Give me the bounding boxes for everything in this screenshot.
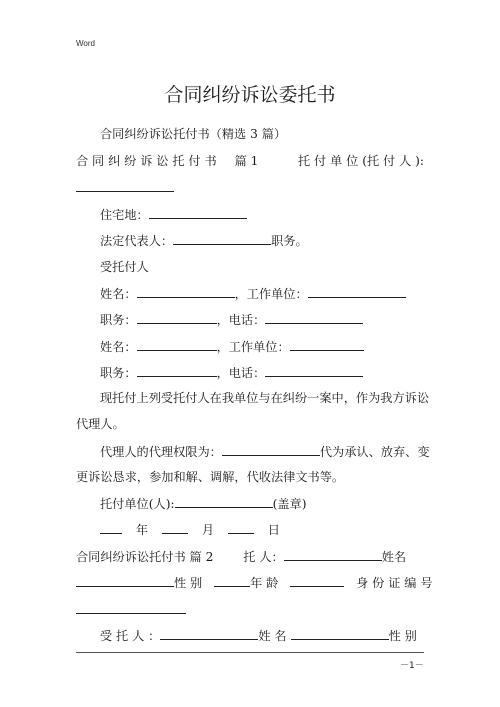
trustee1-job-line (100, 311, 363, 328)
day-blank (228, 521, 254, 534)
sign-blank (175, 495, 273, 508)
footer-divider (76, 652, 424, 653)
work-blank-2 (290, 338, 364, 351)
id-blank-line (76, 601, 186, 618)
client-blank-line (76, 179, 174, 196)
address-line (100, 206, 247, 223)
gender-label: 性 别 (174, 576, 203, 590)
job-blank (137, 311, 217, 324)
phone-label: ，电话： (216, 313, 266, 327)
para1-line-b: 代理人。 (76, 417, 125, 431)
id-label: 身 份 证 编 号 (356, 576, 433, 590)
name-blank (137, 285, 235, 298)
address-label: 住宅地： (100, 208, 149, 222)
document-title: 合同纠纷诉讼委托书 (164, 84, 336, 106)
trustee-line (100, 627, 417, 644)
name-label: 姓名： (100, 287, 137, 301)
page-number: －1－ (400, 661, 424, 671)
trustee2-job-line (100, 364, 363, 381)
phone-blank (265, 311, 363, 324)
sign-label: 托付单位(人): (100, 497, 175, 511)
year-blank (100, 521, 122, 534)
authority-label: 代理人的代理权限为： (100, 445, 222, 459)
job-label: 职务： (100, 313, 137, 327)
phone-blank-2 (265, 364, 363, 377)
month-label: 月 (201, 523, 214, 537)
part1-heading-right: 托 付 单 位 (托 付 人 ): (297, 154, 424, 168)
name-word-2: 姓 名 (258, 629, 287, 643)
name-value-blank (76, 574, 174, 587)
gender-age-line (76, 574, 433, 591)
address-blank (149, 206, 247, 219)
client-name-blank (284, 548, 382, 561)
age-blank (290, 574, 344, 587)
position-suffix: 职务。 (271, 234, 308, 248)
trustee-heading: 受托付人 (100, 260, 149, 274)
phone-label-2: ，电话： (216, 366, 266, 380)
legal-rep-blank (173, 232, 271, 245)
part1-heading-num: 篇 1 (234, 154, 259, 168)
trustee1-name-line (100, 285, 406, 302)
para2-line-b: 更诉讼恳求，参加和解、调解，代收法律文书等。 (76, 470, 345, 484)
authority-blank (222, 443, 320, 456)
header-app-name: Word (76, 39, 95, 48)
trustee-blank (160, 627, 258, 640)
trustee2-name-line (100, 338, 364, 355)
work-label: ，工作单位： (234, 287, 308, 301)
part1-heading-left: 合 同 纠 纷 诉 讼 托 付 书 (76, 154, 217, 168)
month-blank (162, 521, 188, 534)
part2-heading: 合同纠纷诉讼托付书 篇 2 (76, 550, 214, 564)
name-label-2: 姓名： (100, 340, 137, 354)
document-subtitle: 合同纠纷诉讼托付书（精选 3 篇） (100, 127, 287, 141)
job-blank-2 (137, 364, 217, 377)
gender-blank (214, 574, 250, 587)
date-line (100, 521, 280, 538)
part2-heading-line (76, 548, 406, 565)
seal-label: (盖章) (272, 497, 307, 511)
client-label: 托 人： (243, 550, 284, 564)
para1-line-a: 现托付上列受托付人在我单位与在纠纷一案中，作为我方诉讼 (100, 391, 430, 405)
work-blank (308, 285, 406, 298)
trustee-name-blank (291, 627, 389, 640)
year-label: 年 (135, 523, 149, 537)
sign-line (100, 495, 306, 512)
age-label: 年 龄 (250, 576, 279, 590)
job-label-2: 职务： (100, 366, 137, 380)
legal-rep-label: 法定代表人： (100, 234, 174, 248)
gender-label-2: 性 别 (388, 629, 417, 643)
work-label-2: ，工作单位： (216, 340, 290, 354)
name-blank-2 (137, 338, 217, 351)
id-blank (76, 601, 186, 614)
part1-heading (76, 153, 424, 169)
day-label: 日 (267, 523, 280, 537)
authority-suffix: 代为承认、放弃、变 (319, 445, 430, 459)
trustee-label: 受 托 人 ： (100, 629, 161, 643)
legal-rep-line (100, 232, 308, 249)
para2-line-a (100, 443, 430, 460)
name-word: 姓名 (381, 550, 407, 564)
